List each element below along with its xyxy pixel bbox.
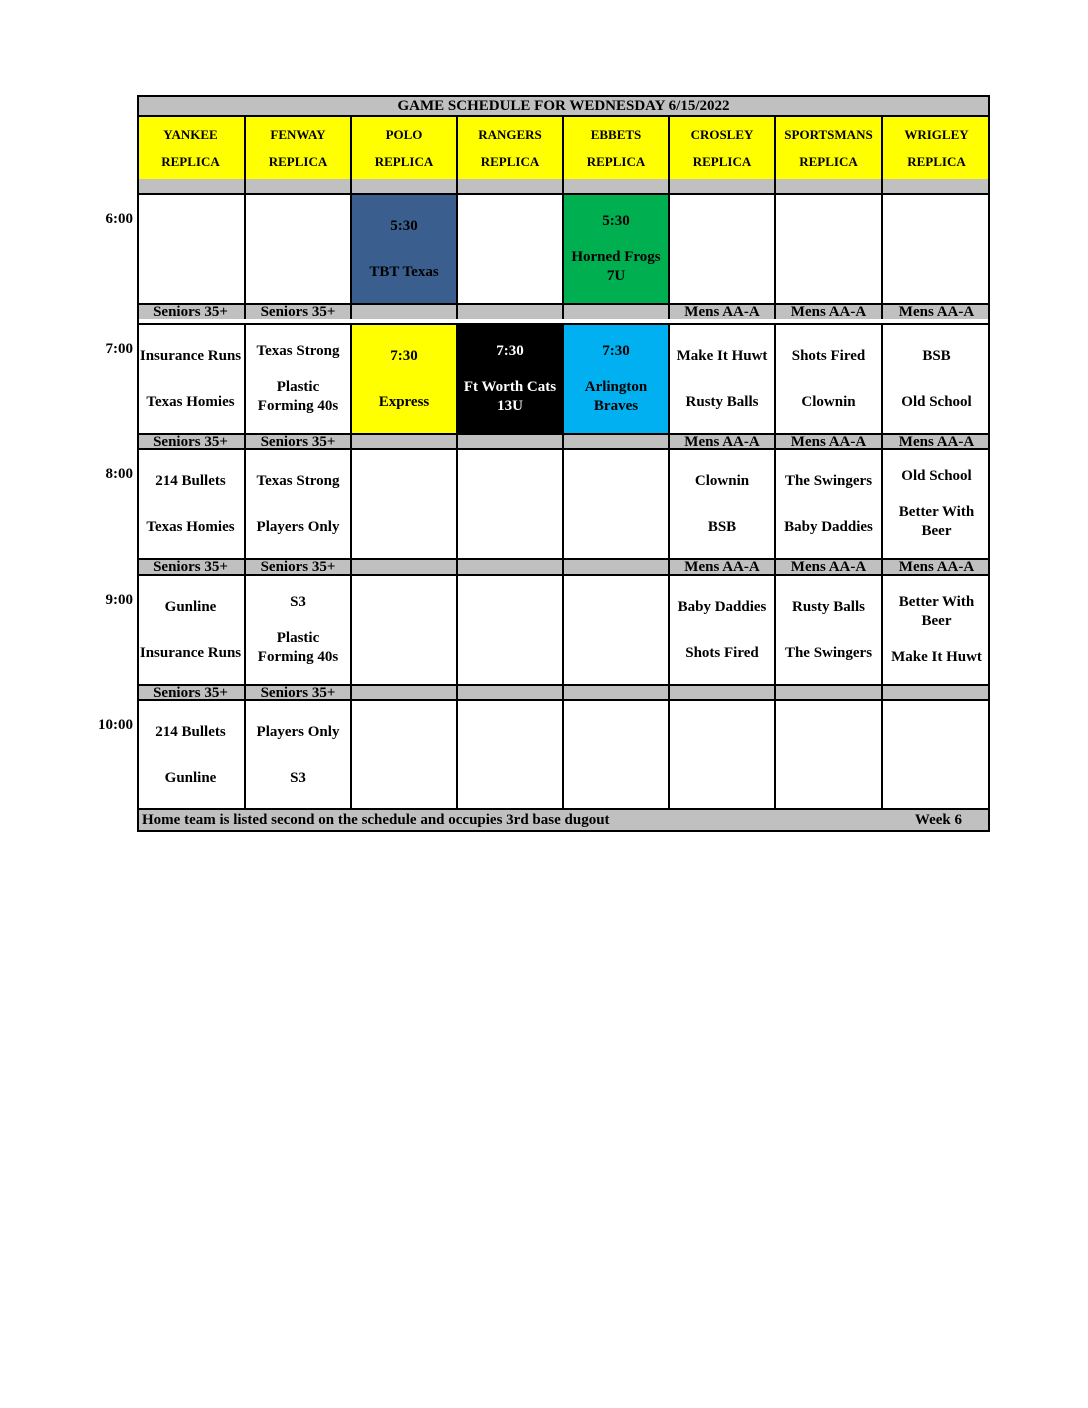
game-line-top: Texas Strong [256,472,340,489]
game-cell [244,574,350,684]
field-subtitle: REPLICA [907,154,966,169]
time-slot-row [105,448,990,558]
division-label [350,684,456,700]
game-cell [244,448,350,558]
field-name: EBBETS [590,127,642,142]
division-label: Mens AA-A [668,558,774,574]
empty-game-cell [350,699,456,809]
game-line-top: Shots Fired [791,347,866,364]
game-line-top: 214 Bullets [155,472,226,489]
game-line-bottom: Shots Fired [685,644,759,661]
game-line-bottom: Texas Homies [146,393,235,410]
game-line-top: 5:30 [390,217,418,234]
field-name: WRIGLEY [904,127,969,142]
empty-game-cell [350,448,456,558]
schedule-footer [137,808,990,832]
game-cell [774,448,881,558]
division-label [456,684,562,700]
field-subtitle: REPLICA [268,154,328,169]
time-label: 7:00 [105,341,133,357]
game-line-top: Texas Strong [256,342,340,359]
empty-game-cell [244,193,350,303]
empty-game-cell [350,574,456,684]
division-label [456,433,562,449]
game-line-top: 5:30 [602,212,630,229]
division-label [774,684,881,700]
spacer-cell [881,179,990,193]
game-cell [137,323,244,433]
game-cell [774,323,881,433]
empty-game-cell [456,574,562,684]
game-cell [668,574,774,684]
game-line-top: 7:30 [390,347,418,364]
time-label: 8:00 [105,466,133,482]
field-subtitle: REPLICA [480,154,540,169]
field-name: RANGERS [478,127,542,142]
game-line-top: Rusty Balls [792,598,865,615]
division-label: Seniors 35+ [244,684,350,700]
game-line-bottom: Express [378,393,430,410]
game-line-bottom: Ft Worth Cats 13U [463,379,557,415]
empty-game-cell [774,193,881,303]
game-line-bottom: TBT Texas [369,263,439,280]
game-line-bottom: Plastic Forming 40s [257,630,339,666]
game-line-bottom: The Swingers [784,644,873,661]
game-line-bottom: S3 [290,769,306,786]
division-label [562,684,668,700]
game-line-top: Clownin [694,472,750,489]
spacer-cell [350,179,456,193]
game-cell [881,574,990,684]
game-line-top: Make It Huwt [676,347,768,364]
division-label-row [137,303,990,319]
empty-game-cell [456,699,562,809]
game-cell [350,323,456,433]
spacer-cell [774,179,881,193]
schedule-title: GAME SCHEDULE FOR WEDNESDAY 6/15/2022 [137,95,990,117]
division-label: Mens AA-A [774,558,881,574]
division-label: Mens AA-A [881,433,990,449]
empty-game-cell [668,193,774,303]
game-line-bottom: Gunline [164,769,217,786]
division-label: Seniors 35+ [137,558,244,574]
empty-game-cell [456,448,562,558]
division-label: Seniors 35+ [137,433,244,449]
time-slot-row [105,193,990,303]
game-cell [774,574,881,684]
game-cell [137,699,244,809]
time-slot-row [105,323,990,433]
division-label [562,558,668,574]
game-line-bottom: Insurance Runs [139,644,242,661]
division-label: Mens AA-A [668,433,774,449]
empty-game-cell [562,448,668,558]
empty-game-cell [137,193,244,303]
game-cell [881,323,990,433]
home-team-note: Home team is listed second on the schedule and occupies 3rd base dugout [142,812,610,828]
spacer-cell [562,179,668,193]
field-subtitle: REPLICA [586,154,646,169]
empty-game-cell [562,574,668,684]
division-label [668,684,774,700]
game-line-bottom: Plastic Forming 40s [257,379,339,415]
field-header-sportsmans [774,117,881,179]
field-header-wrigley [881,117,990,179]
field-header-yankee [137,117,244,179]
game-line-top: 7:30 [496,342,524,359]
spacer-cell [244,179,350,193]
game-cell [137,448,244,558]
game-line-bottom: Horned Frogs 7U [571,249,661,285]
time-label: 10:00 [98,717,133,733]
game-cell [668,323,774,433]
field-header-polo [350,117,456,179]
division-label: Mens AA-A [881,303,990,319]
field-subtitle: REPLICA [374,154,434,169]
game-line-top: Insurance Runs [139,347,242,364]
game-line-bottom: Players Only [256,518,340,535]
game-cell [456,323,562,433]
spacer-cell [137,179,244,193]
field-name: FENWAY [270,127,326,142]
game-line-top: 7:30 [602,342,630,359]
division-label [881,684,990,700]
week-label: Week 6 [914,812,962,828]
field-name: CROSLEY [690,127,754,142]
game-line-top: S3 [290,593,306,610]
empty-game-cell [881,193,990,303]
division-label-row [137,684,990,700]
game-cell [244,323,350,433]
field-name: YANKEE [163,127,218,142]
game-line-top: Baby Daddies [677,598,767,615]
game-cell [137,574,244,684]
empty-game-cell [456,193,562,303]
game-line-bottom: Baby Daddies [784,518,873,535]
empty-game-cell [774,699,881,809]
division-label [350,303,456,319]
field-name: POLO [385,127,423,142]
game-line-bottom: Make It Huwt [891,649,982,666]
game-cell [244,699,350,809]
game-line-bottom: BSB [707,518,737,535]
header-spacer-row [137,179,990,193]
empty-game-cell [668,699,774,809]
division-label [562,433,668,449]
game-line-top: 214 Bullets [155,723,226,740]
division-label: Mens AA-A [774,303,881,319]
division-label-row [137,433,990,449]
division-label: Seniors 35+ [244,303,350,319]
game-line-bottom: Old School [901,393,972,410]
game-cell [668,448,774,558]
game-line-bottom: Texas Homies [146,518,235,535]
time-label: 9:00 [105,592,133,608]
game-line-top: Better With Beer [898,593,975,629]
game-line-bottom: Arlington Braves [584,379,648,415]
field-header-ebbets [562,117,668,179]
division-label [456,558,562,574]
field-header-fenway [244,117,350,179]
field-header-row [137,117,990,179]
game-line-bottom: Clownin [801,393,856,410]
field-header-crosley [668,117,774,179]
division-label: Seniors 35+ [137,684,244,700]
time-slot-row [98,699,990,809]
game-line-top: BSB [922,347,951,364]
game-line-top: Old School [901,467,972,484]
game-line-bottom: Rusty Balls [685,393,759,410]
field-subtitle: REPLICA [799,154,858,169]
spacer-cell [668,179,774,193]
division-label [562,303,668,319]
division-label-row [137,558,990,574]
field-subtitle: REPLICA [692,154,752,169]
game-cell [881,448,990,558]
time-label: 6:00 [105,211,133,227]
time-slot-row [105,574,990,684]
division-label [350,433,456,449]
game-cell [562,193,668,303]
division-label: Mens AA-A [774,433,881,449]
division-label: Seniors 35+ [244,433,350,449]
division-label: Mens AA-A [881,558,990,574]
game-line-bottom: Better With Beer [898,504,975,540]
division-label [456,303,562,319]
division-label [350,558,456,574]
empty-game-cell [881,699,990,809]
field-subtitle: REPLICA [161,154,220,169]
field-header-rangers [456,117,562,179]
field-name: SPORTSMANS [784,127,873,142]
game-line-top: The Swingers [784,472,873,489]
empty-game-cell [562,699,668,809]
division-label: Seniors 35+ [137,303,244,319]
division-label: Seniors 35+ [244,558,350,574]
game-line-top: Players Only [256,723,340,740]
division-label: Mens AA-A [668,303,774,319]
game-cell [562,323,668,433]
spacer-cell [456,179,562,193]
game-line-top: Gunline [164,598,217,615]
game-cell [350,193,456,303]
